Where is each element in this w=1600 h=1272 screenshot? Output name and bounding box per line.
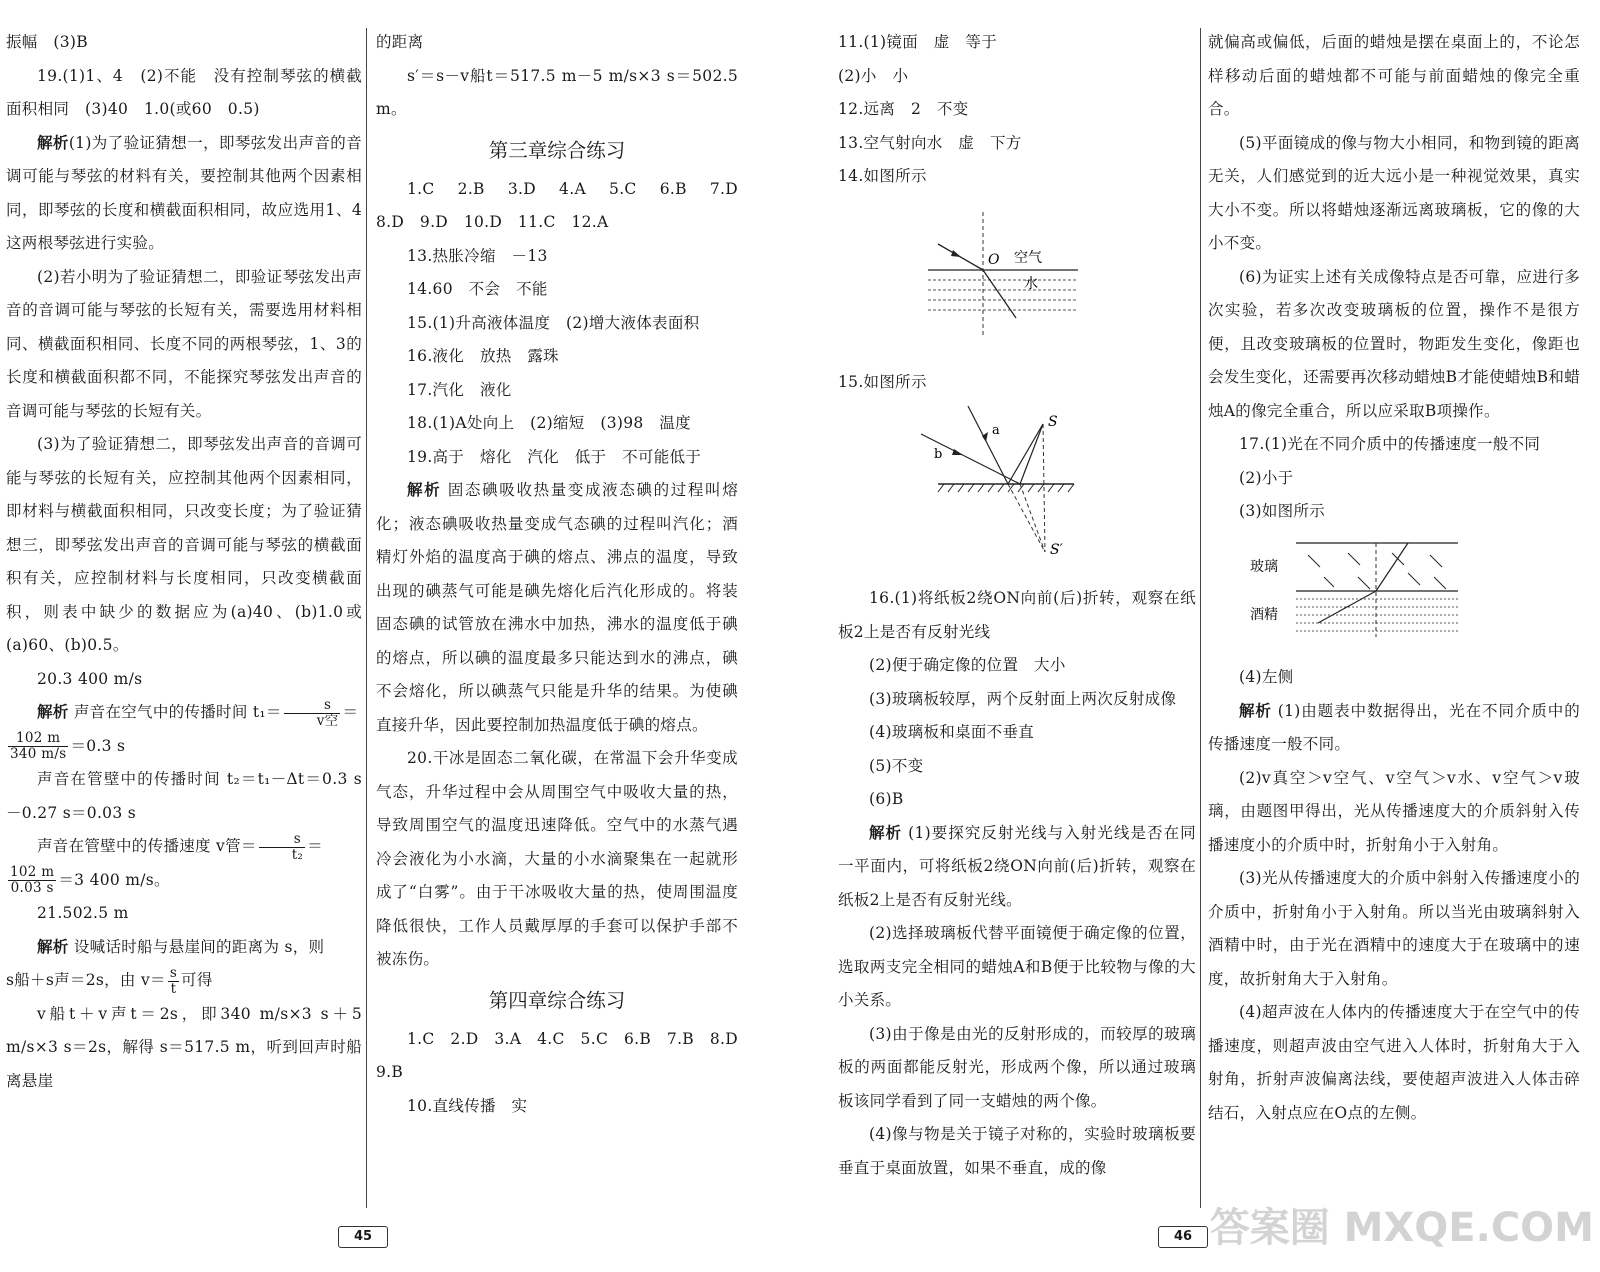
column-4 — [1208, 26, 1580, 1206]
chapter-3-heading: 第三章综合练习 — [488, 138, 626, 162]
analysis-16-6: (6)为证实上述有关成像特点是否可靠，应进行多次实验，若多次改变玻璃板的位置，操作不是很方便，且改变玻璃板的位置时，物距发生变化，像距也会发生变化，还需要再次移动蜡烛B才能使蜡烛B和蜡烛A的像完全重合，所以应采取B项操作。 — [1208, 267, 1580, 420]
analysis-16-2: (2)选择玻璃板代替平面镜便于确定像的位置，选取两支完全相同的蜡烛A和B便于比较物与像的大小关系。 — [838, 924, 1196, 1009]
analysis-21-b — [6, 964, 362, 998]
analysis-16-1 — [838, 817, 1196, 918]
answer-14: 14.60 不会 不能 — [407, 280, 548, 298]
answer-16-1: 16.(1)将纸板2绕ON向前(后)折转，观察在纸板2上是否有反射光线 — [838, 589, 1196, 641]
analysis-20-d — [6, 830, 362, 864]
answer-13: 13.热胀冷缩 －13 — [407, 246, 548, 265]
analysis-19-3: (3)为了验证猜想二，即琴弦发出声音的音调可能与琴弦的长短有关，应控制其他两个因素相同，即材料与横截面积相同，只改变长度；为了验证猜想三，即琴弦发出声音的音调可能与琴弦的横截面积有关，应控制材料与长度相同，只改变横截面积，则表中缺少的数据应为(a)40、(b)1.0或(a)60、(b)0.5。 — [6, 435, 362, 654]
answer-20: 20.干冰是固态二氧化碳，在常温下会升华变成气态，升华过程中会从周围空气中吸收大量的热，导致周围空气的温度迅速降低。空气中的水蒸气遇冷会液化为小水滴，大量的小水滴聚集在一起就形成了“白雾”。由于干冰吸收大量的热，使周围温度降低很快，工作人员戴厚厚的手套可以保护手部不被冻伤。 — [376, 749, 738, 968]
answer-16: 16.液化 放热 露珠 — [407, 347, 559, 365]
column-3 — [838, 26, 1196, 1206]
answer-17-2: (2)小于 — [1239, 468, 1294, 487]
line: 的距离 — [376, 33, 424, 51]
denominator: 340 m/s — [10, 746, 67, 762]
answer-11: 11.(1)镜面 虚 等于 — [838, 33, 998, 51]
air-label: 空气 — [1014, 249, 1042, 266]
answer-15: 15.(1)升高液体温度 (2)增大液体表面积 — [407, 313, 700, 332]
chapter-4-choices: 1.C 2.D 3.A 4.C 5.C 6.B 7.B 8.D 9.B — [376, 1029, 754, 1081]
numerator: 102 m — [8, 731, 68, 747]
text: (1)要探究反射光线与入射光线是否在同一平面内，可将纸板2绕ON向前(后)折转，观察在纸板2上是否有反射光线。 — [838, 823, 1196, 909]
analysis-label: 解析 — [869, 823, 903, 842]
analysis-label: 解析 — [37, 937, 69, 956]
analysis-label: 解析 — [37, 703, 69, 721]
text: 声音在空气中的传播时间 t₁＝ — [73, 703, 282, 721]
fraction — [259, 832, 305, 863]
analysis-20-e — [6, 864, 362, 898]
point-o-label: O — [988, 251, 1000, 268]
denominator: t — [170, 980, 177, 997]
analysis-17-1 — [1208, 695, 1580, 762]
line: s′＝s－v船t＝517.5 m－5 m/s×3 s＝502.5 m。 — [376, 66, 738, 118]
figure-15 — [838, 404, 1196, 577]
denominator: 0.03 s — [10, 880, 54, 896]
ray-a-label: a — [992, 422, 1000, 438]
text: (1)由题表中数据得出，光在不同介质中的传播速度一般不同。 — [1208, 701, 1580, 753]
numerator: 102 m — [10, 864, 55, 880]
page-number-left: 45 — [338, 1226, 388, 1248]
fraction — [284, 698, 341, 729]
alcohol-label: 酒精 — [1250, 606, 1278, 623]
analysis-text: (1)为了验证猜想一，即琴弦发出声音的音调可能与琴弦的材料有关，要控制其他两个因素相同，即琴弦的长度和横截面积相同，故应选用1、4这两根琴弦进行实验。 — [6, 133, 362, 252]
text: ＝3 400 m/s。 — [58, 870, 170, 889]
analysis-20-b — [6, 730, 362, 764]
answer-16-2: (2)便于确定像的位置 大小 — [869, 656, 1066, 674]
chapter-3-choices: 1.C 2.B 3.D 4.A 5.C 6.B 7.D 8.D 9.D 10.D 11.C 12.A — [376, 179, 754, 231]
text: 可得 — [181, 971, 213, 989]
answer-13: 13.空气射向水 虚 下方 — [838, 133, 1022, 152]
numerator: s — [259, 832, 305, 848]
answer-17-1: 17.(1)光在不同介质中的传播速度一般不同 — [1239, 435, 1541, 453]
answer-18: 18.(1)A处向上 (2)缩短 (3)98 温度 — [407, 414, 691, 432]
watermark: 答案圈 MXQE.COM — [1209, 1205, 1594, 1251]
answer-17-4: (4)左侧 — [1239, 668, 1294, 686]
vertical-divider-right — [1200, 28, 1201, 1208]
answer-10: 10.直线传播 实 — [407, 1096, 528, 1115]
vertical-divider-left — [366, 28, 367, 1208]
answer-20: 20.3 400 m/s — [37, 669, 143, 688]
fraction — [168, 966, 179, 997]
text: 固态碘吸收热量变成液态碘的过程叫熔化；液态碘吸收热量变成气态碘的过程叫汽化；酒精灯外焰的温度高于碘的熔点、沸点的温度，导致出现的碘蒸气可能是碘先熔化后汽化形成的。将装固态碘的试管放在沸水中加热，沸水的温度低于碘的熔点，所以碘的温度最多只能达到水的沸点，碘不会熔化，所以碘蒸气只能是升华的结果。为使碘直接升华，因此要控制加热温度低于碘的熔点。 — [376, 481, 738, 734]
answer-17: 17.汽化 液化 — [407, 380, 512, 399]
column-2 — [376, 26, 754, 1206]
glass-label: 玻璃 — [1250, 558, 1278, 575]
figure-14 — [838, 198, 1196, 361]
analysis-16-5: (5)平面镜成的像与物大小相同，和物到镜的距离无关，人们感觉到的近大远小是一种视觉效果，真实大小不变。所以将蜡烛逐渐远离玻璃板，它的像的大小不变。 — [1208, 133, 1580, 252]
text: 声音在管壁中的传播速度 v管＝ — [37, 837, 257, 855]
analysis-19-2: (2)若小明为了验证猜想二，即验证琴弦发出声音的音调可能与琴弦的长短有关，需要选用材料相同、横截面积相同、长度不同的两根琴弦，1、3的长度和横截面积都不同，不能探究琴弦发出声音的音调可能与琴弦的长短有关。 — [6, 267, 362, 420]
water-label: 水 — [1024, 275, 1038, 292]
page-number-right: 46 — [1158, 1226, 1208, 1248]
answer-17-3: (3)如图所示 — [1239, 502, 1326, 520]
analysis-17-4: (4)超声波在人体内的传播速度大于在空气中的传播速度，则超声波由空气进入人体时，折射角大于入射角，折射声波偏离法线，要使超声波进入人体击碎结石，入射点应在O点的左侧。 — [1208, 1003, 1580, 1122]
chapter-4-heading: 第四章综合练习 — [488, 988, 626, 1012]
text: ＝0.3 s — [70, 736, 126, 755]
answer-16-3: (3)玻璃板较厚，两个反射面上两次反射成像 — [869, 689, 1177, 708]
analysis-16-4: (4)像与物是关于镜子对称的，实验时玻璃板要垂直于桌面放置，如果不垂直，成的像 — [838, 1125, 1196, 1177]
numerator: s — [284, 698, 341, 714]
figure-17 — [1208, 533, 1580, 656]
answer-16-5: (5)不变 — [869, 756, 924, 775]
column-1 — [6, 26, 362, 1206]
glass-alcohol-diagram — [1208, 533, 1580, 643]
analysis-19 — [376, 474, 738, 742]
text: ＝ — [342, 703, 359, 721]
line: 振幅 (3)B — [6, 33, 88, 51]
answer-16-6: (6)B — [869, 790, 904, 808]
reflection-diagram — [838, 404, 1196, 564]
analysis-20-a — [6, 696, 362, 730]
analysis-21-c: v船t＋v声t＝2s，即340 m/s×3 s＋5 m/s×3 s＝2s，解得 s＝517.5 m，听到回声时船离悬崖 — [6, 1004, 362, 1090]
analysis-17-3: (3)光从传播速度大的介质中斜射入传播速度小的介质中，折射角小于入射角。所以当光由玻璃斜射入酒精中时，由于光在酒精中的速度大于在玻璃中的速度，故折射角大于入射角。 — [1208, 869, 1580, 988]
answer-21: 21.502.5 m — [37, 904, 129, 922]
answer-19: 19.高于 熔化 汽化 低于 不可能低于 — [407, 447, 702, 466]
analysis-label: 解析 — [37, 133, 69, 152]
fraction — [8, 865, 56, 896]
text: ＝ — [307, 837, 323, 855]
text: s船＋s声＝2s，由 v＝ — [6, 971, 166, 989]
answer-15: 15.如图所示 — [838, 373, 927, 391]
denominator: t₂ — [291, 846, 304, 863]
point-s-label: S — [1048, 413, 1058, 430]
analysis-21-a — [6, 931, 362, 965]
numerator: s — [169, 964, 178, 981]
answer-11-2: (2)小 小 — [838, 66, 909, 85]
answer-12: 12.远离 2 不变 — [838, 100, 969, 118]
analysis-20-c: 声音在管壁中的传播时间 t₂＝t₁－Δt＝0.3 s－0.27 s＝0.03 s — [6, 770, 362, 822]
fraction — [8, 731, 68, 762]
text: 设喊话时船与悬崖间的距离为 s，则 — [73, 937, 325, 956]
denominator: v空 — [316, 712, 339, 729]
analysis-label: 解析 — [407, 481, 442, 499]
analysis-16-4-cont: 就偏高或偏低，后面的蜡烛是摆在桌面上的，不论怎样移动后面的蜡烛都不可能与前面蜡烛的像完全重合。 — [1208, 33, 1580, 118]
ray-b-label: b — [934, 446, 943, 462]
answer-19: 19.(1)1、4 (2)不能 没有控制琴弦的横截面积相同 (3)40 1.0(或60 0.5) — [6, 66, 362, 118]
analysis-16-3: (3)由于像是由光的反射形成的，而较厚的玻璃板的两面都能反射光，形成两个像，所以通过玻璃板该同学看到了同一支蜡烛的两个像。 — [838, 1024, 1196, 1110]
point-s-prime-label: S′ — [1050, 541, 1063, 558]
answer-14: 14.如图所示 — [838, 167, 927, 185]
analysis-17-2: (2)v真空＞v空气、v空气＞v水、v空气＞v玻璃，由题图甲得出，光从传播速度大的介质斜射入传播速度小的介质中时，折射角小于入射角。 — [1208, 768, 1580, 854]
analysis-label: 解析 — [1239, 701, 1272, 720]
refraction-diagram — [838, 198, 1196, 348]
answer-16-4: (4)玻璃板和桌面不垂直 — [869, 723, 1035, 741]
analysis-19-1 — [6, 127, 362, 261]
